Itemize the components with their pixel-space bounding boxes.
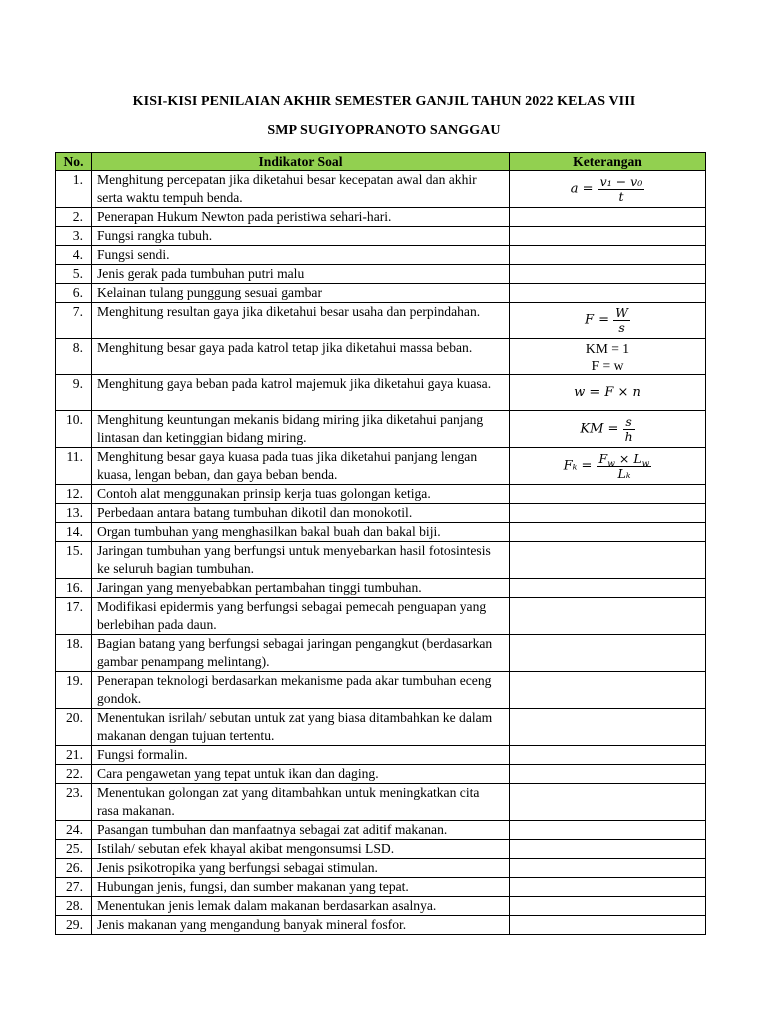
row-indicator: Menghitung keuntungan mekanis bidang miring jika diketahui panjang lintasan dan ketinggian bidang miring.	[92, 411, 510, 448]
table-row	[56, 542, 706, 579]
row-indicator: Menghitung besar gaya pada katrol tetap jika diketahui massa beban.	[92, 339, 510, 375]
formula-fraction	[598, 175, 645, 204]
row-number: 26.	[56, 859, 92, 878]
table-row	[56, 635, 706, 672]
document-title: KISI-KISI PENILAIAN AKHIR SEMESTER GANJIL TAHUN 2022 KELAS VIII	[132, 94, 636, 109]
table-row	[56, 897, 706, 916]
row-indicator: Menghitung gaya beban pada katrol majemuk jika diketahui gaya kuasa.	[92, 375, 510, 411]
table-row	[56, 840, 706, 859]
row-number: 16.	[56, 579, 92, 598]
row-indicator: Contoh alat menggunakan prinsip kerja tuas golongan ketiga.	[92, 485, 510, 504]
row-indicator: Menghitung percepatan jika diketahui besar kecepatan awal dan akhir serta waktu tempuh benda.	[92, 171, 510, 208]
formula-compound-pulley	[510, 375, 706, 411]
row-indicator: Menentukan golongan zat yang ditambahkan untuk meningkatkan cita rasa makanan.	[92, 784, 510, 821]
table-row	[56, 878, 706, 897]
formula-numerator: s	[623, 415, 635, 430]
row-keterangan	[510, 598, 706, 635]
row-indicator: Bagian batang yang berfungsi sebagai jaringan pengangkut (berdasarkan gambar penampang melintang).	[92, 635, 510, 672]
row-keterangan	[510, 840, 706, 859]
row-indicator: Penerapan teknologi berdasarkan mekanisme pada akar tumbuhan eceng gondok.	[92, 672, 510, 709]
formula-lhs: F =	[584, 312, 610, 328]
row-keterangan	[510, 227, 706, 246]
row-keterangan	[510, 784, 706, 821]
row-keterangan	[510, 746, 706, 765]
formula-line: KM = 1	[585, 340, 630, 356]
row-number: 11.	[56, 448, 92, 485]
row-number: 10.	[56, 411, 92, 448]
formula-fraction	[597, 452, 652, 481]
row-number: 17.	[56, 598, 92, 635]
row-keterangan	[510, 878, 706, 897]
row-indicator: Jenis makanan yang mengandung banyak mineral fosfor.	[92, 916, 510, 935]
row-keterangan	[510, 859, 706, 878]
formula-denominator: s	[618, 320, 625, 335]
row-number: 14.	[56, 523, 92, 542]
row-indicator: Menentukan jenis lemak dalam makanan berdasarkan asalnya.	[92, 897, 510, 916]
row-number: 25.	[56, 840, 92, 859]
row-keterangan	[510, 542, 706, 579]
table-row	[56, 411, 706, 448]
table-row	[56, 746, 706, 765]
formula-fraction	[623, 415, 635, 444]
formula-fraction	[613, 306, 630, 335]
row-number: 7.	[56, 303, 92, 339]
row-indicator: Menentukan isrilah/ sebutan untuk zat yang biasa ditambahkan ke dalam makanan dengan tujuan tertentu.	[92, 709, 510, 746]
row-keterangan	[510, 504, 706, 523]
table-row	[56, 672, 706, 709]
table-row	[56, 765, 706, 784]
table-row	[56, 208, 706, 227]
table-row	[56, 303, 706, 339]
formula-lhs: KM =	[580, 421, 619, 436]
row-keterangan	[510, 284, 706, 303]
row-indicator: Fungsi formalin.	[92, 746, 510, 765]
table-row	[56, 265, 706, 284]
row-keterangan	[510, 709, 706, 746]
row-indicator: Kelainan tulang punggung sesuai gambar	[92, 284, 510, 303]
row-indicator: Fungsi sendi.	[92, 246, 510, 265]
table-row	[56, 579, 706, 598]
table-row	[56, 227, 706, 246]
row-indicator: Jenis psikotropika yang berfungsi sebagai stimulan.	[92, 859, 510, 878]
row-number: 23.	[56, 784, 92, 821]
table-row	[56, 284, 706, 303]
school-name: SMP SUGIYOPRANOTO SANGGAU	[267, 123, 501, 138]
row-number: 3.	[56, 227, 92, 246]
row-indicator: Hubungan jenis, fungsi, dan sumber makanan yang tepat.	[92, 878, 510, 897]
row-keterangan	[510, 523, 706, 542]
row-indicator: Cara pengawetan yang tepat untuk ikan dan daging.	[92, 765, 510, 784]
row-keterangan	[510, 485, 706, 504]
row-number: 22.	[56, 765, 92, 784]
formula-numerator: $F_w \times L_w$	[598, 450, 650, 469]
formula-fixed-pulley	[510, 339, 706, 375]
row-number: 8.	[56, 339, 92, 375]
row-indicator: Pasangan tumbuhan dan manfaatnya sebagai zat aditif makanan.	[92, 821, 510, 840]
formula-numerator: v₁ − v₀	[599, 173, 643, 189]
row-number: 20.	[56, 709, 92, 746]
row-indicator: Fungsi rangka tubuh.	[92, 227, 510, 246]
row-number: 5.	[56, 265, 92, 284]
table-row	[56, 523, 706, 542]
row-indicator: Menghitung besar gaya kuasa pada tuas jika diketahui panjang lengan kuasa, lengan beban, dan gaya beban benda.	[92, 448, 510, 485]
row-keterangan	[510, 916, 706, 935]
row-number: 4.	[56, 246, 92, 265]
table-row	[56, 859, 706, 878]
formula-numerator: W	[615, 305, 629, 320]
row-keterangan	[510, 672, 706, 709]
formula-denominator: h	[624, 428, 633, 444]
formula-lhs: a =	[570, 181, 594, 196]
row-keterangan	[510, 579, 706, 598]
row-number: 19.	[56, 672, 92, 709]
formula-expression: w = F × n	[574, 384, 641, 400]
row-number: 6.	[56, 284, 92, 303]
row-number: 1.	[56, 171, 92, 208]
table-row	[56, 246, 706, 265]
kisi-kisi-table	[55, 152, 706, 935]
formula-inclined-plane	[510, 411, 706, 448]
formula-force	[510, 303, 706, 339]
row-number: 27.	[56, 878, 92, 897]
formula-lhs: Fₖ =	[563, 458, 593, 473]
row-number: 24.	[56, 821, 92, 840]
row-indicator: Perbedaan antara batang tumbuhan dikotil dan monokotil.	[92, 504, 510, 523]
table-row	[56, 339, 706, 375]
table-row	[56, 598, 706, 635]
row-keterangan	[510, 265, 706, 284]
table-row	[56, 485, 706, 504]
row-indicator: Menghitung resultan gaya jika diketahui besar usaha dan perpindahan.	[92, 303, 510, 339]
row-number: 13.	[56, 504, 92, 523]
row-number: 29.	[56, 916, 92, 935]
row-indicator: Jaringan yang menyebabkan pertambahan tinggi tumbuhan.	[92, 579, 510, 598]
row-indicator: Modifikasi epidermis yang berfungsi sebagai pemecah penguapan yang berlebihan pada daun.	[92, 598, 510, 635]
table-row	[56, 504, 706, 523]
formula-acceleration	[510, 171, 706, 208]
table-row	[56, 709, 706, 746]
row-number: 9.	[56, 375, 92, 411]
table-row	[56, 821, 706, 840]
row-number: 15.	[56, 542, 92, 579]
formula-line: F = w	[591, 357, 624, 373]
row-keterangan	[510, 635, 706, 672]
header-row	[56, 153, 706, 171]
row-keterangan	[510, 821, 706, 840]
row-indicator: Istilah/ sebutan efek khayal akibat mengonsumsi LSD.	[92, 840, 510, 859]
table-row	[56, 171, 706, 208]
header-indikator: Indikator Soal	[92, 153, 510, 171]
row-indicator: Jenis gerak pada tumbuhan putri malu	[92, 265, 510, 284]
row-number: 21.	[56, 746, 92, 765]
formula-lever	[510, 448, 706, 485]
row-number: 12.	[56, 485, 92, 504]
header-no: No.	[56, 153, 92, 171]
row-keterangan	[510, 246, 706, 265]
row-keterangan	[510, 208, 706, 227]
header-keterangan: Keterangan	[510, 153, 706, 171]
table-row	[56, 375, 706, 411]
table-row	[56, 916, 706, 935]
row-indicator: Penerapan Hukum Newton pada peristiwa sehari-hari.	[92, 208, 510, 227]
row-keterangan	[510, 897, 706, 916]
row-indicator: Organ tumbuhan yang menghasilkan bakal buah dan bakal biji.	[92, 523, 510, 542]
row-number: 18.	[56, 635, 92, 672]
table-row	[56, 784, 706, 821]
row-number: 28.	[56, 897, 92, 916]
table-row	[56, 448, 706, 485]
formula-denominator: t	[618, 188, 624, 204]
row-indicator: Jaringan tumbuhan yang berfungsi untuk menyebarkan hasil fotosintesis ke seluruh bagian tumbuhan.	[92, 542, 510, 579]
row-number: 2.	[56, 208, 92, 227]
row-keterangan	[510, 765, 706, 784]
formula-denominator: Lₖ	[617, 465, 631, 481]
